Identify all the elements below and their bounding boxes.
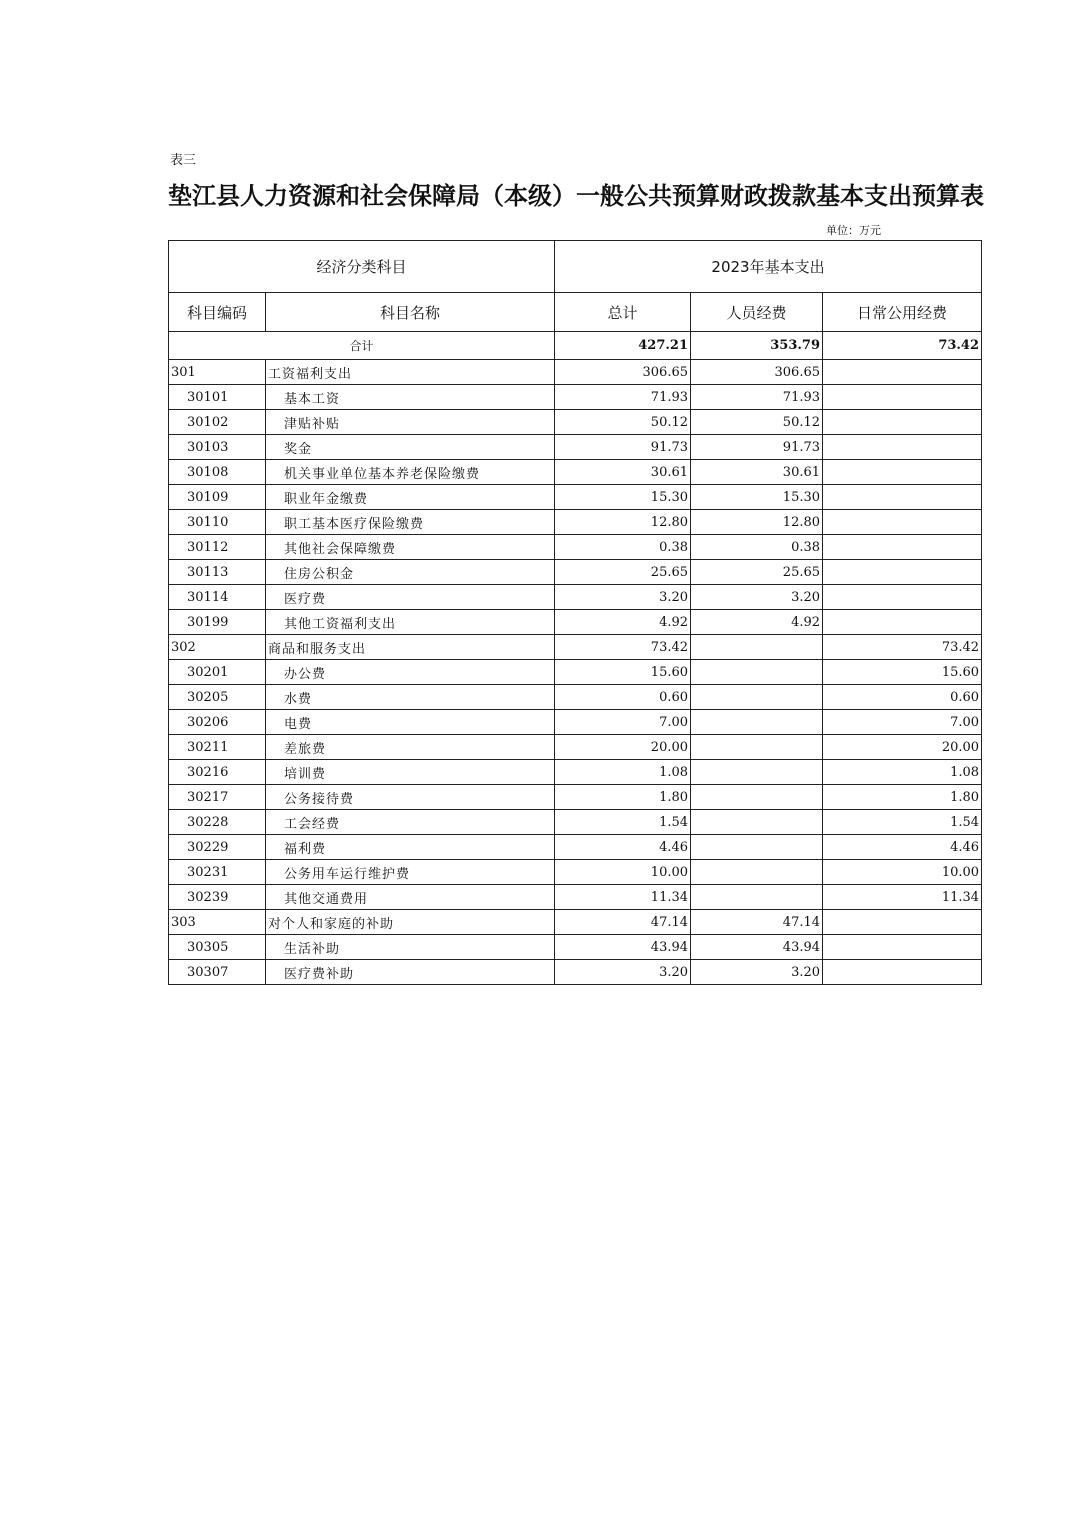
cell-public [823,535,982,560]
cell-code: 30108 [169,460,266,485]
cell-total: 0.60 [555,685,691,710]
cell-personnel [691,735,823,760]
cell-public [823,485,982,510]
cell-name: 津贴补贴 [266,410,555,435]
cell-personnel [691,710,823,735]
cell-name: 其他社会保障缴费 [266,535,555,560]
cell-code: 30103 [169,435,266,460]
cell-public [823,585,982,610]
table-row [169,910,982,935]
table-label: 表三 [170,153,197,168]
cell-public [823,610,982,635]
table-row [169,460,982,485]
table-row [169,610,982,635]
cell-name: 基本工资 [266,385,555,410]
cell-name: 其他交通费用 [266,885,555,910]
cell-public [823,510,982,535]
cell-name: 工会经费 [266,810,555,835]
cell-personnel [691,760,823,785]
total-personnel: 353.79 [691,332,823,360]
cell-personnel [691,860,823,885]
cell-personnel [691,885,823,910]
cell-code: 301 [169,360,266,385]
cell-total: 30.61 [555,460,691,485]
cell-public [823,460,982,485]
cell-total: 1.08 [555,760,691,785]
cell-code: 30102 [169,410,266,435]
cell-personnel: 25.65 [691,560,823,585]
cell-code: 30199 [169,610,266,635]
table-row [169,885,982,910]
header-basic-expenditure: 2023年基本支出 [555,241,982,293]
table-row [169,585,982,610]
cell-code: 30114 [169,585,266,610]
cell-personnel [691,785,823,810]
total-label: 合计 [169,332,555,360]
cell-public: 4.46 [823,835,982,860]
cell-personnel [691,685,823,710]
cell-total: 11.34 [555,885,691,910]
cell-public [823,435,982,460]
cell-public: 15.60 [823,660,982,685]
cell-total: 91.73 [555,435,691,460]
header-total: 总计 [555,293,691,332]
table-row [169,735,982,760]
cell-name: 职工基本医疗保险缴费 [266,510,555,535]
cell-public: 20.00 [823,735,982,760]
cell-total: 73.42 [555,635,691,660]
cell-public [823,360,982,385]
cell-code: 30217 [169,785,266,810]
cell-personnel: 30.61 [691,460,823,485]
cell-total: 4.46 [555,835,691,860]
table-row [169,760,982,785]
table-row [169,560,982,585]
cell-personnel [691,835,823,860]
cell-code: 30206 [169,710,266,735]
cell-code: 30112 [169,535,266,560]
header-public: 日常公用经费 [823,293,982,332]
cell-public [823,910,982,935]
cell-personnel: 12.80 [691,510,823,535]
cell-name: 职业年金缴费 [266,485,555,510]
cell-name: 差旅费 [266,735,555,760]
cell-personnel: 43.94 [691,935,823,960]
cell-name: 生活补助 [266,935,555,960]
cell-code: 303 [169,910,266,935]
header-code: 科目编码 [169,293,266,332]
table-row [169,510,982,535]
header-personnel: 人员经费 [691,293,823,332]
total-total: 427.21 [555,332,691,360]
cell-total: 20.00 [555,735,691,760]
table-row [169,435,982,460]
table-row [169,385,982,410]
cell-name: 对个人和家庭的补助 [266,910,555,935]
cell-code: 30109 [169,485,266,510]
cell-code: 30216 [169,760,266,785]
cell-code: 30205 [169,685,266,710]
cell-code: 30231 [169,860,266,885]
cell-total: 7.00 [555,710,691,735]
table-row [169,685,982,710]
cell-personnel: 15.30 [691,485,823,510]
table-row [169,810,982,835]
cell-code: 30305 [169,935,266,960]
cell-personnel: 306.65 [691,360,823,385]
cell-personnel: 71.93 [691,385,823,410]
cell-total: 43.94 [555,935,691,960]
cell-name: 公务用车运行维护费 [266,860,555,885]
cell-personnel: 91.73 [691,435,823,460]
cell-total: 50.12 [555,410,691,435]
cell-code: 302 [169,635,266,660]
cell-code: 30229 [169,835,266,860]
total-row [169,332,982,360]
cell-total: 15.30 [555,485,691,510]
cell-name: 住房公积金 [266,560,555,585]
unit-label: 单位：万元 [826,224,881,237]
cell-code: 30307 [169,960,266,985]
cell-code: 30211 [169,735,266,760]
cell-total: 3.20 [555,960,691,985]
cell-name: 商品和服务支出 [266,635,555,660]
header-economic-category: 经济分类科目 [169,241,555,293]
cell-name: 工资福利支出 [266,360,555,385]
cell-personnel: 47.14 [691,910,823,935]
cell-total: 1.80 [555,785,691,810]
cell-name: 奖金 [266,435,555,460]
cell-name: 其他工资福利支出 [266,610,555,635]
cell-total: 306.65 [555,360,691,385]
table-row [169,710,982,735]
cell-public [823,560,982,585]
cell-public: 1.54 [823,810,982,835]
cell-personnel: 3.20 [691,585,823,610]
table-row [169,360,982,385]
cell-personnel: 50.12 [691,410,823,435]
table-row [169,485,982,510]
cell-personnel: 3.20 [691,960,823,985]
cell-name: 电费 [266,710,555,735]
cell-public [823,385,982,410]
cell-total: 12.80 [555,510,691,535]
cell-code: 30228 [169,810,266,835]
cell-personnel [691,635,823,660]
cell-personnel: 0.38 [691,535,823,560]
cell-public: 0.60 [823,685,982,710]
cell-personnel [691,810,823,835]
cell-code: 30239 [169,885,266,910]
cell-name: 福利费 [266,835,555,860]
table-row [169,835,982,860]
cell-public: 7.00 [823,710,982,735]
cell-name: 公务接待费 [266,785,555,810]
cell-total: 1.54 [555,810,691,835]
cell-total: 15.60 [555,660,691,685]
cell-total: 47.14 [555,910,691,935]
cell-total: 3.20 [555,585,691,610]
cell-code: 30110 [169,510,266,535]
cell-total: 71.93 [555,385,691,410]
cell-name: 医疗费补助 [266,960,555,985]
cell-code: 30101 [169,385,266,410]
cell-total: 4.92 [555,610,691,635]
cell-name: 机关事业单位基本养老保险缴费 [266,460,555,485]
document-title: 垫江县人力资源和社会保障局（本级）一般公共预算财政拨款基本支出预算表 [168,181,984,210]
table-row [169,535,982,560]
cell-personnel [691,660,823,685]
cell-public [823,935,982,960]
cell-public: 73.42 [823,635,982,660]
total-public: 73.42 [823,332,982,360]
cell-name: 水费 [266,685,555,710]
cell-public [823,410,982,435]
cell-code: 30113 [169,560,266,585]
table-row [169,960,982,985]
cell-public: 10.00 [823,860,982,885]
budget-table [168,240,982,985]
table-row [169,860,982,885]
cell-name: 医疗费 [266,585,555,610]
cell-total: 10.00 [555,860,691,885]
cell-total: 0.38 [555,535,691,560]
table-row [169,785,982,810]
table-row [169,660,982,685]
table-row [169,410,982,435]
cell-public [823,960,982,985]
cell-name: 培训费 [266,760,555,785]
header-name: 科目名称 [266,293,555,332]
cell-total: 25.65 [555,560,691,585]
table-row [169,935,982,960]
cell-public: 1.08 [823,760,982,785]
table-row [169,635,982,660]
cell-personnel: 4.92 [691,610,823,635]
cell-name: 办公费 [266,660,555,685]
cell-public: 1.80 [823,785,982,810]
cell-code: 30201 [169,660,266,685]
cell-public: 11.34 [823,885,982,910]
